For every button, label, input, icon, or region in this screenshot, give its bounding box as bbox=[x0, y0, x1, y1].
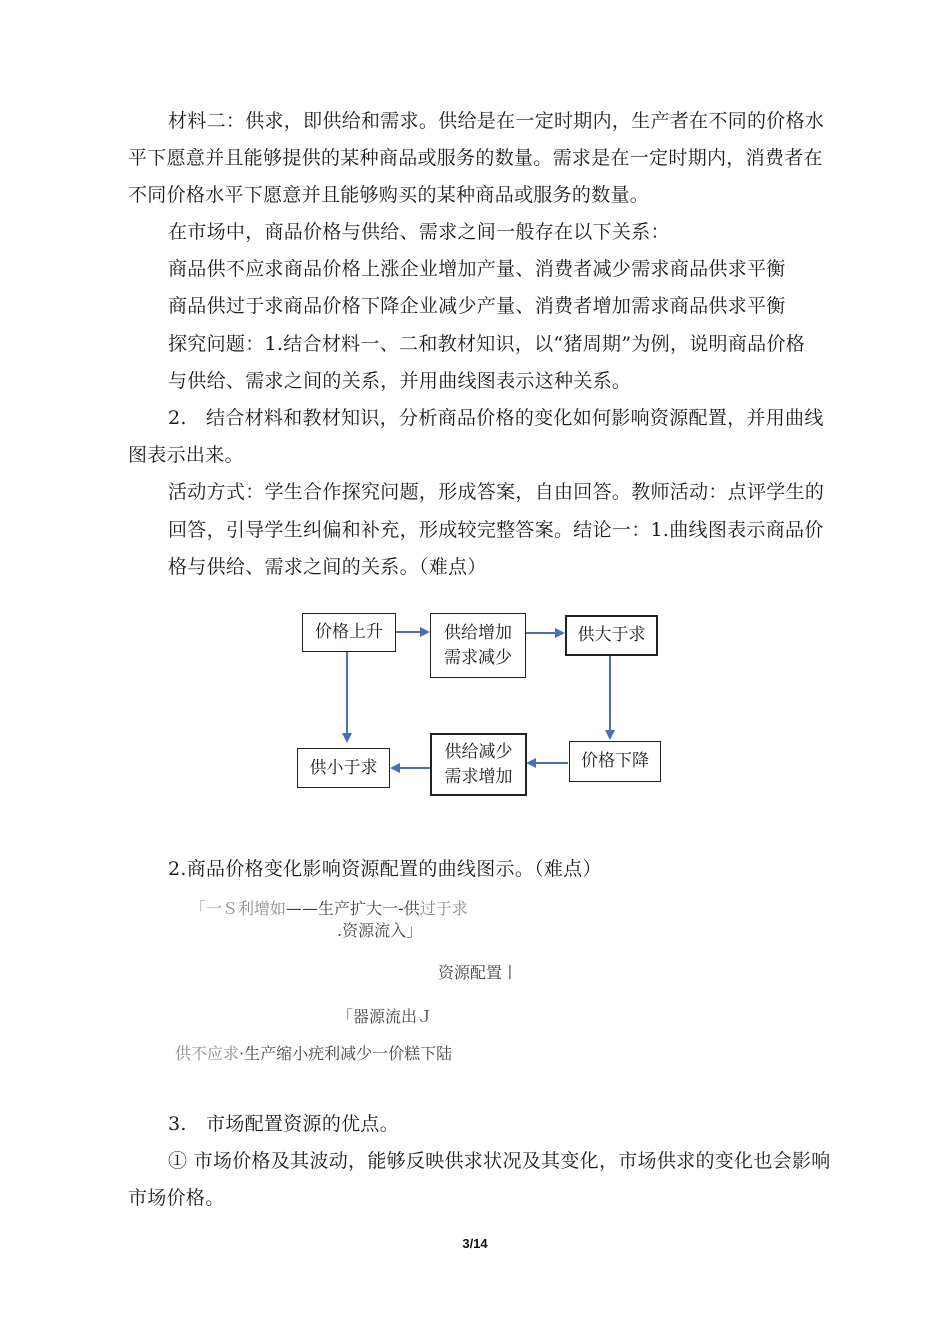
paragraph-line: 材料二：供求，即供给和需求。供给是在一定时期内，生产者在不同的价格水 bbox=[168, 110, 825, 132]
box-supply-down-demand-up bbox=[430, 733, 527, 796]
paragraph-line: 与供给、需求之间的关系，并用曲线图表示这种关系。 bbox=[168, 370, 632, 392]
figure-text: 供不应求 bbox=[175, 1044, 240, 1063]
figure-line-2: .资源流入」 bbox=[337, 921, 423, 940]
figure-line-1 bbox=[190, 898, 468, 920]
box-label: 需求增加 bbox=[444, 766, 513, 787]
page-number: 3/14 bbox=[462, 1236, 488, 1251]
paragraph-line: 活动方式：学生合作探究问题，形成答案，自由回答。教师活动：点评学生的 bbox=[168, 481, 825, 503]
paragraph-line: 商品供不应求商品价格上涨企业增加产量、消费者减少需求商品供求平衡 bbox=[168, 258, 786, 280]
paragraph-line: 2. 结合材料和教材知识，分析商品价格的变化如何影响资源配置，并用曲线 bbox=[168, 407, 824, 429]
box-supply-up-demand-down bbox=[430, 613, 526, 678]
paragraph-line: 在市场中，商品价格与供给、需求之间一般存在以下关系： bbox=[168, 221, 670, 243]
figure-line-3: 资源配置丨 bbox=[438, 963, 519, 982]
paragraph-line: 探究问题：1.结合材料一、二和教材知识，以“猪周期”为例，说明商品价格 bbox=[168, 333, 806, 355]
box-shortage bbox=[297, 748, 390, 788]
paragraph-line: 不同价格水平下愿意并且能够购买的某种商品或服务的数量。 bbox=[128, 184, 650, 206]
paragraph-line: 市场价格。 bbox=[128, 1187, 225, 1209]
figure-text: 「一Ｓ利增如 bbox=[190, 899, 287, 918]
figure-line-5 bbox=[175, 1043, 452, 1065]
box-label: 价格下降 bbox=[581, 751, 649, 771]
paragraph-line: 图表示出来。 bbox=[128, 444, 244, 466]
box-label: 供小于求 bbox=[309, 757, 378, 778]
paragraph-line: ① 市场价格及其波动，能够反映供求状况及其变化，市场供求的变化也会影响 bbox=[168, 1150, 831, 1172]
section-2-title: 2.商品价格变化影响资源配置的曲线图示。（难点） bbox=[168, 858, 602, 880]
figure-text: 过于求 bbox=[419, 899, 468, 918]
box-price-up bbox=[302, 613, 396, 652]
box-label: 供大于求 bbox=[577, 625, 646, 645]
paragraph-line: 商品供过于求商品价格下降企业减少产量、消费者增加需求商品供求平衡 bbox=[168, 295, 786, 317]
figure-text: ——生产扩大一-供 bbox=[286, 899, 420, 918]
figure-text: ·生产缩小疣利减少一价糕下陆 bbox=[239, 1044, 453, 1063]
section-3-title: 3. 市场配置资源的优点。 bbox=[168, 1113, 400, 1135]
box-price-down bbox=[569, 741, 661, 782]
box-surplus bbox=[565, 615, 658, 656]
figure-line-4: 「器源流出Ｊ bbox=[337, 1007, 434, 1026]
paragraph-line: 格与供给、需求之间的关系。（难点） bbox=[168, 556, 487, 578]
paragraph-line: 平下愿意并且能够提供的某种商品或服务的数量。需求是在一定时期内，消费者在 bbox=[128, 147, 823, 169]
box-label: 供给减少 bbox=[444, 741, 513, 762]
paragraph-line: 回答，引导学生纠偏和补充，形成较完整答案。结论一：1.曲线图表示商品价 bbox=[168, 519, 824, 541]
box-label: 价格上升 bbox=[315, 622, 383, 642]
box-label: 需求减少 bbox=[444, 647, 512, 668]
box-label: 供给增加 bbox=[444, 622, 512, 643]
